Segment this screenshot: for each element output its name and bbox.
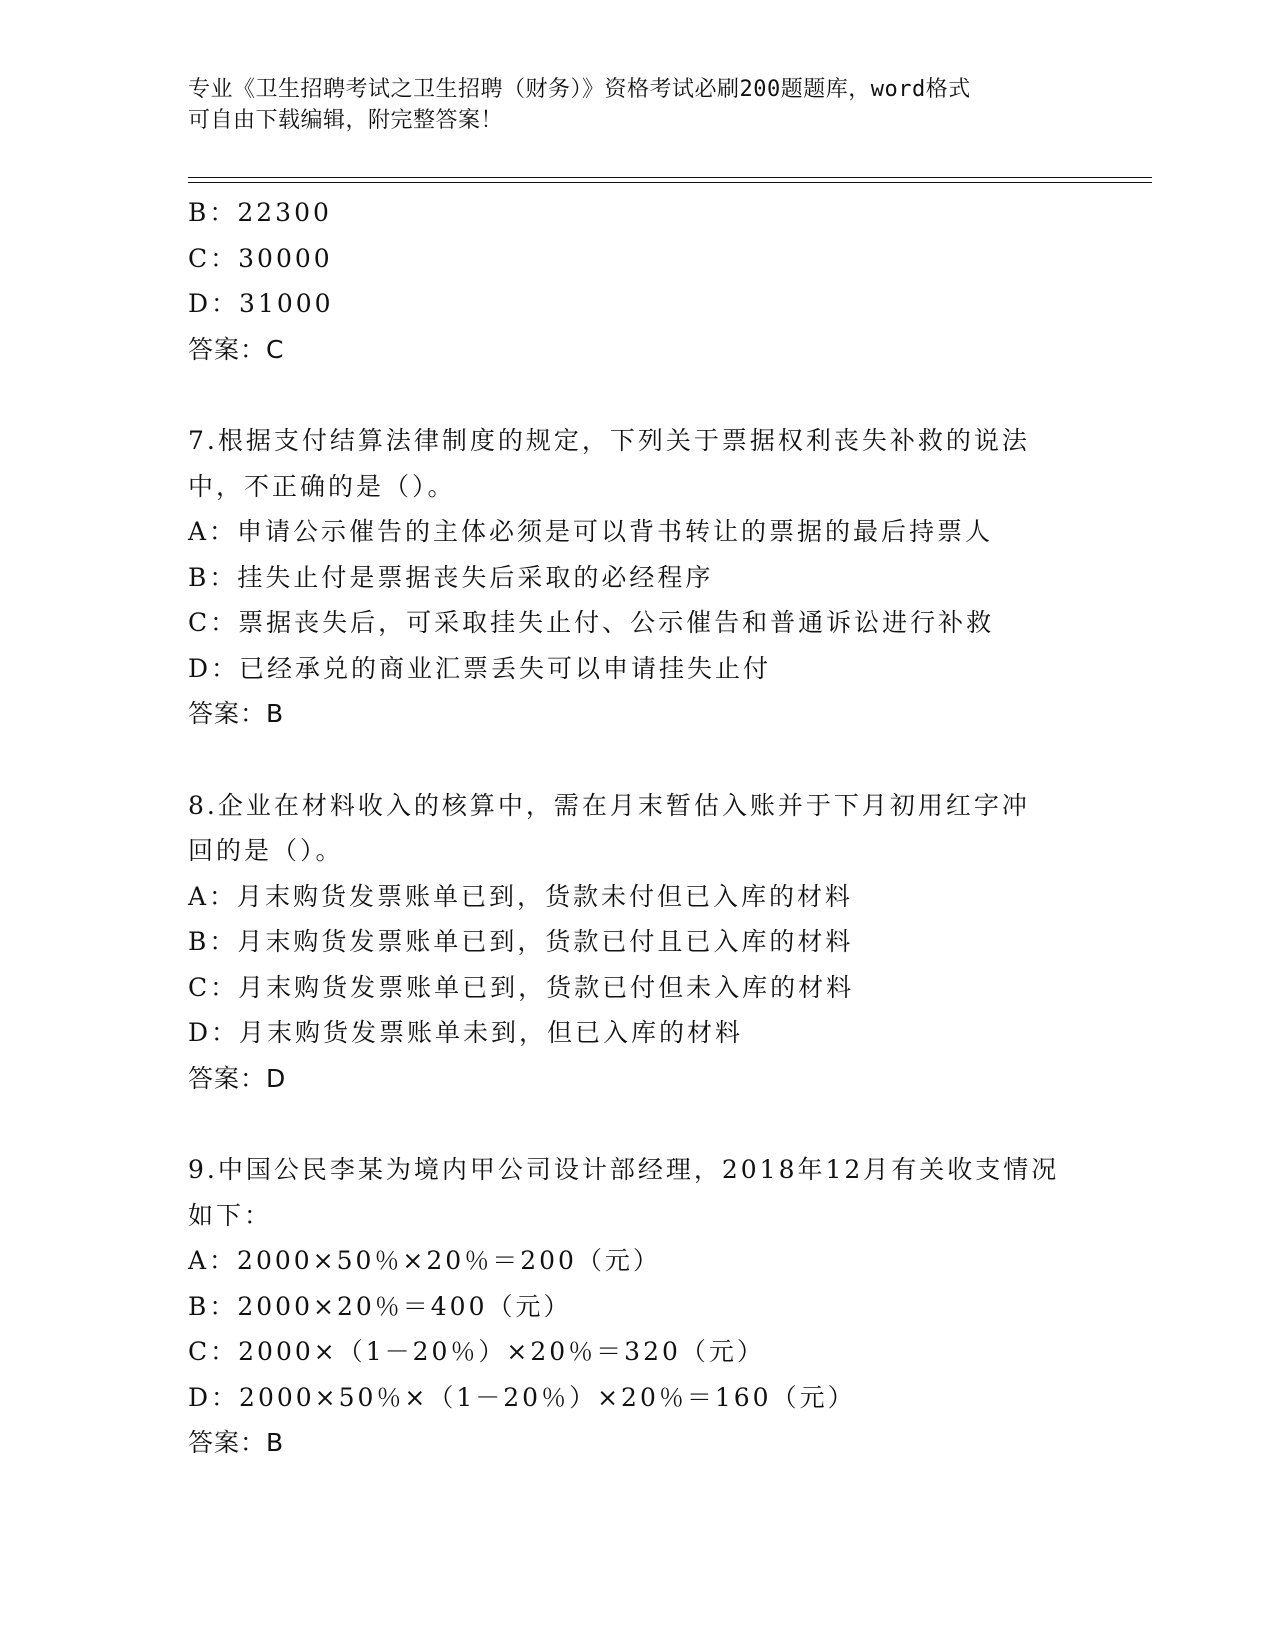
answer-line: 答案：B xyxy=(188,1428,285,1457)
option-b: B：挂失止付是票据丧失后采取的必经程序 xyxy=(188,562,714,592)
question-9 xyxy=(188,1147,1088,1466)
spacer xyxy=(188,1101,1088,1147)
option-b: B：月末购货发票账单已到，货款已付且已入库的材料 xyxy=(188,927,854,956)
option-d: D：31000 xyxy=(188,289,334,318)
header-divider-top xyxy=(188,177,1152,178)
question-stem-line: 7.根据支付结算法律制度的规定，下列关于票据权利丧失补救的说法 xyxy=(188,426,1030,455)
header-divider-bottom xyxy=(188,182,1152,183)
question-stem-line: 9.中国公民李某为境内甲公司设计部经理，2018年12月有关收支情况 xyxy=(188,1155,1060,1184)
question-stem-line: 8.企业在材料收入的核算中，需在月末暂估入账并于下月初用红字冲 xyxy=(188,790,1030,820)
answer-line: 答案：C xyxy=(188,334,285,364)
option-c: C：月末购货发票账单已到，货款已付但未入库的材料 xyxy=(188,972,855,1002)
header-title-line-1: 专业《卫生招聘考试之卫生招聘（财务）》资格考试必刷200题题库，word格式 xyxy=(188,77,971,102)
option-a: A：申请公示催告的主体必须是可以背书转让的票据的最后持票人 xyxy=(188,517,994,546)
answer-line: 答案：D xyxy=(188,1063,287,1093)
page-header xyxy=(188,74,1068,136)
option-b: B：22300 xyxy=(188,198,332,227)
option-b: B：2000×20％＝400（元） xyxy=(188,1291,572,1321)
option-c: C：票据丧失后，可采取挂失止付、公示催告和普通诉讼进行补救 xyxy=(188,608,995,637)
answer-line: 答案：B xyxy=(188,699,285,728)
option-d: D：已经承兑的商业汇票丢失可以申请挂失止付 xyxy=(188,653,772,683)
option-d: D：2000×50％×（1－20％）×20％＝160（元） xyxy=(188,1382,856,1412)
question-8 xyxy=(188,783,1088,1102)
question-7 xyxy=(188,418,1088,737)
question-stem-line: 回的是（）。 xyxy=(188,836,344,865)
header-title-line-2: 可自由下载编辑，附完整答案！ xyxy=(188,108,504,133)
option-d: D：月末购货发票账单未到，但已入库的材料 xyxy=(188,1018,744,1047)
spacer xyxy=(188,737,1088,783)
question-stem-line: 中，不正确的是（）。 xyxy=(188,471,456,501)
option-c: C：2000×（1－20％）×20％＝320（元） xyxy=(188,1337,765,1366)
option-a: A：2000×50％×20％＝200（元） xyxy=(188,1246,661,1275)
spacer xyxy=(188,372,1088,418)
option-a: A：月末购货发票账单已到，货款未付但已入库的材料 xyxy=(188,881,854,911)
question-6-continued xyxy=(188,190,1088,372)
question-stem-line: 如下： xyxy=(188,1200,273,1230)
option-c: C：30000 xyxy=(188,243,333,273)
question-list xyxy=(188,190,1088,1466)
